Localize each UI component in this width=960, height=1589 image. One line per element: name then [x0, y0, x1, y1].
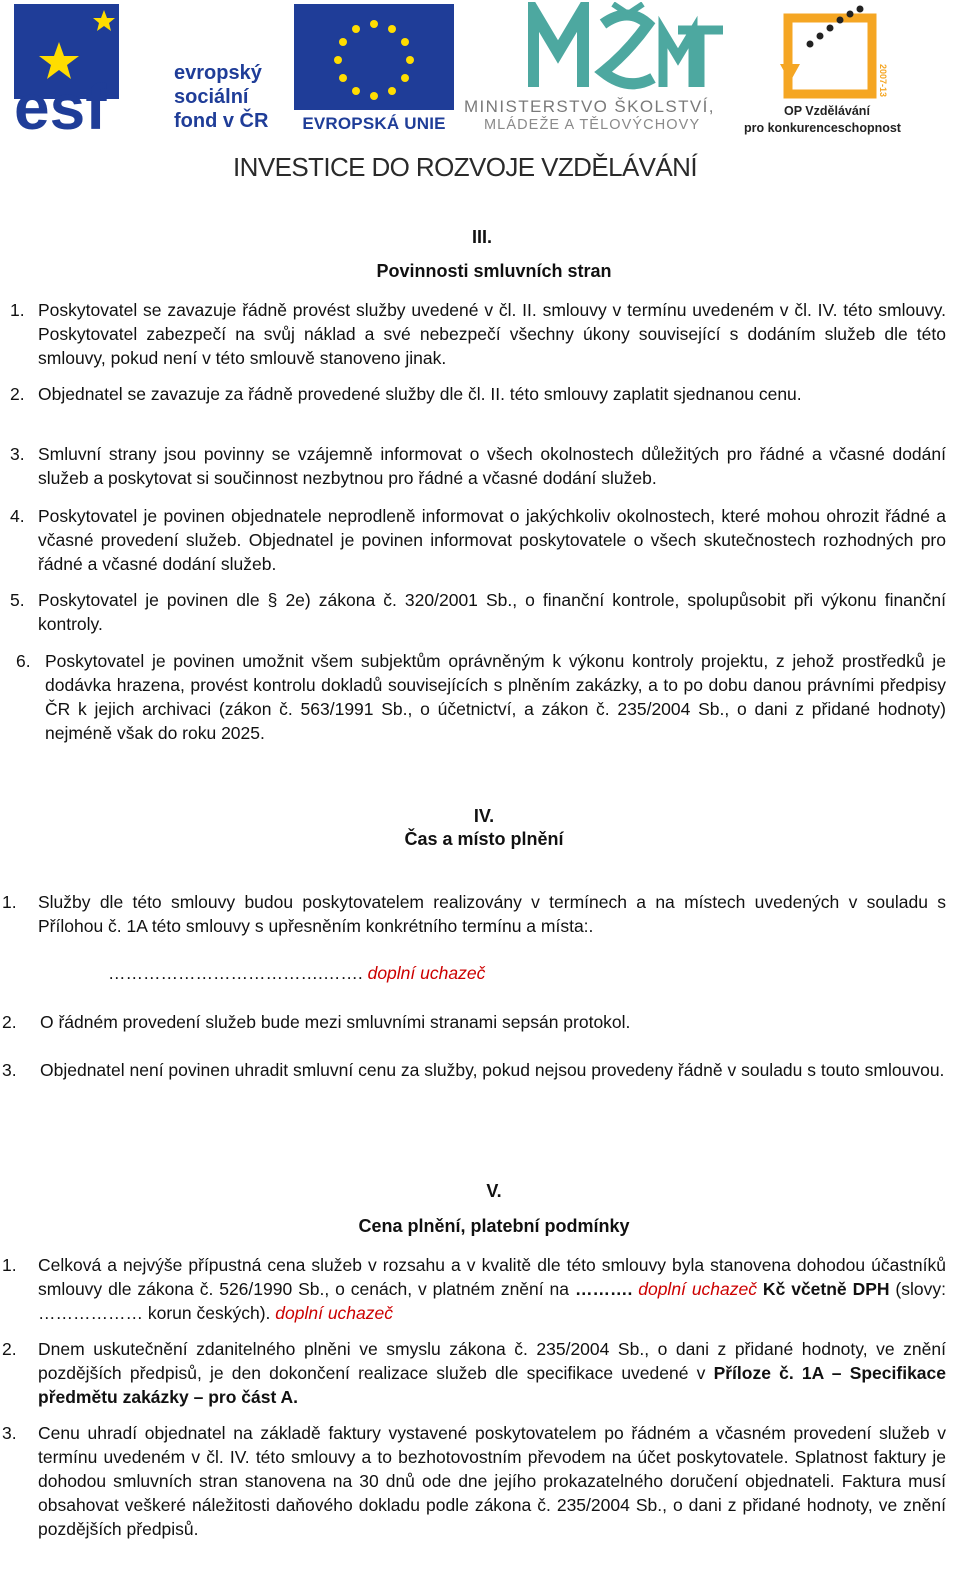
- eu-label: EVROPSKÁ UNIE: [302, 114, 446, 133]
- fill-placeholder: doplní uchazeč: [367, 963, 486, 983]
- words-placeholder: doplní uchazeč: [275, 1303, 394, 1323]
- s3-item-3-num: 3.: [10, 444, 25, 464]
- msmt-mark-icon: [528, 2, 728, 94]
- section-5-number: V.: [486, 1181, 502, 1201]
- s4-fill-line: [108, 961, 808, 985]
- esf-line-2: sociální: [174, 86, 249, 108]
- esf-logo: [14, 4, 284, 132]
- s5-item-2-num: 2.: [2, 1339, 17, 1359]
- s4-item-3-num: 3.: [2, 1060, 17, 1080]
- eu-logo: [294, 4, 454, 132]
- price-placeholder: doplní uchazeč: [638, 1279, 758, 1299]
- investice-banner: INVESTICE DO ROZVOJE VZDĚLÁVÁNÍ: [233, 152, 697, 182]
- svg-text:2007-13: 2007-13: [878, 64, 888, 98]
- esf-line-3: fond v ČR: [174, 110, 269, 132]
- s5-item-3: Cenu uhradí objednatel na základě faktury vystavené poskytovatelem po řádném a včasném provedení služeb v termínu uvedeném v čl. IV. této smlouvy a to bezhotovostním převodem na účet poskytovatele. Splatnost faktury je dohodou smluvních stran stanovena na 30 dnů ode dne jejího prokazatelného doručení objednateli. Faktura musí obsahovat veškeré náležitosti daňového dokladu podle zákona č. 235/2004 Sb., o dani z přidané hodnoty, ve znění pozdějších předpisů.: [38, 1423, 946, 1539]
- s4-item-3: Objednatel není povinen uhradit smluvní cenu za služby, pokud nejsou provedeny řádně v souladu s touto smlouvou.: [40, 1060, 945, 1080]
- s3-item-6: Poskytovatel je povinen umožnit všem subjektům oprávněným k výkonu kontroly projektu, z jehož prostředků je dodávka hrazena, provést kontrolu dokladů souvisejících s plněním zakázky, a to po dobu danou právními předpisy ČR k jejich archivaci (zákon č. 563/1991 Sb., o účetnictví, a zákon č. 235/2004 Sb., o dani z přidané hodnoty) nejméně však do roku 2025.: [45, 651, 946, 743]
- op-mark-icon: [780, 4, 890, 102]
- section-4-number: IV.: [473, 806, 495, 826]
- s3-item-1-num: 1.: [10, 300, 25, 320]
- section-3-number: III.: [471, 227, 492, 247]
- s3-item-2-num: 2.: [10, 384, 25, 404]
- s3-item-3: Smluvní strany jsou povinny se vzájemně informovat o všech okolnostech důležitých pro řádné a včasné dodání služeb a poskytovat si součinnost nezbytnou pro řádné a včasné dodání služeb.: [38, 444, 946, 488]
- s5-item-2: Dnem uskutečnění zdanitelného plněni ve smyslu zákona č. 235/2004 Sb., o dani z přidané hodnoty, ve znění pozdějších předpisů, je den dokončení realizace služeb dle specifikace uvedené v Příloze č. 1A – Specifikace předmětu zakázky – pro část A.: [38, 1339, 947, 1407]
- s3-item-4: Poskytovatel je povinen objednatele neprodleně informovat o jakýchkoliv okolnostech, které mohou ohrozit řádné a včasné provedení služeb. Objednatel je povinen informovat poskytovatele o všech skutečnostech rozhodných pro řádné a včasné dodání služeb.: [38, 506, 946, 574]
- section-3-title: Povinnosti smluvních stran: [376, 261, 612, 281]
- s4-item-2-num: 2.: [2, 1012, 17, 1032]
- eu-flag-icon: [294, 4, 454, 110]
- section-5-title: Cena plnění, platební podmínky: [358, 1216, 630, 1236]
- section-4-title: Čas a místo plnění: [404, 829, 564, 849]
- s3-item-6-num: 6.: [16, 651, 31, 671]
- s5-item-1: Celková a nejvýše přípustná cena služeb v rozsahu a v kvalitě dle této smlouvy byla stanovena dohodou účastníků smlouvy dle zákona č. 526/1990 Sb., o cenách, v platném znění na ………. doplní uchazeč Kč včetně DPH (slovy: ……………… korun českých). doplní uchazeč: [38, 1255, 946, 1323]
- s3-item-1: Poskytovatel se zavazuje řádně provést služby uvedené v čl. II. smlouvy v termínu uvedeném v čl. IV. této smlouvy. Poskytovatel zabezpečí na svůj náklad a své nebezpečí všechny úkony související s dodáním služeb dle této smlouvy, pokud není v této smlouvě stanoveno jinak.: [38, 300, 946, 368]
- s5-item-1-num: 1.: [2, 1255, 17, 1275]
- msmt-logo: [462, 2, 738, 134]
- op-line-1: OP Vzdělávání: [784, 104, 870, 118]
- s4-item-1-num: 1.: [2, 892, 17, 912]
- s3-item-5-num: 5.: [10, 590, 25, 610]
- fill-dots: ……………………………….…….: [108, 963, 368, 983]
- s5-item-3-num: 3.: [2, 1423, 17, 1443]
- op-line-2: pro konkurenceschopnost: [744, 121, 901, 135]
- esf-mark-icon: [14, 4, 164, 132]
- s3-item-4-num: 4.: [10, 506, 25, 526]
- svg-text:esf: esf: [14, 71, 107, 132]
- op-logo: [744, 4, 924, 134]
- msmt-line-1: MINISTERSTVO ŠKOLSTVÍ,: [464, 97, 715, 116]
- esf-line-1: evropský: [174, 62, 262, 84]
- s4-item-2: O řádném provedení služeb bude mezi smluvními stranami sepsán protokol.: [40, 1012, 631, 1032]
- msmt-line-2: MLÁDEŽE A TĚLOVÝCHOVY: [484, 117, 701, 133]
- s4-item-1: Služby dle této smlouvy budou poskytovatelem realizovány v termínech a na místech uvedených v souladu s Přílohou č. 1A této smlouvy s upřesněním konkrétního termínu a místa:.: [38, 892, 946, 936]
- s3-item-5: Poskytovatel je povinen dle § 2e) zákona č. 320/2001 Sb., o finanční kontrole, spolupůsobit při výkonu finanční kontroly.: [38, 590, 946, 634]
- s3-item-2: Objednatel se zavazuje za řádně provedené služby dle čl. II. této smlouvy zaplatit sjednanou cenu.: [38, 384, 802, 404]
